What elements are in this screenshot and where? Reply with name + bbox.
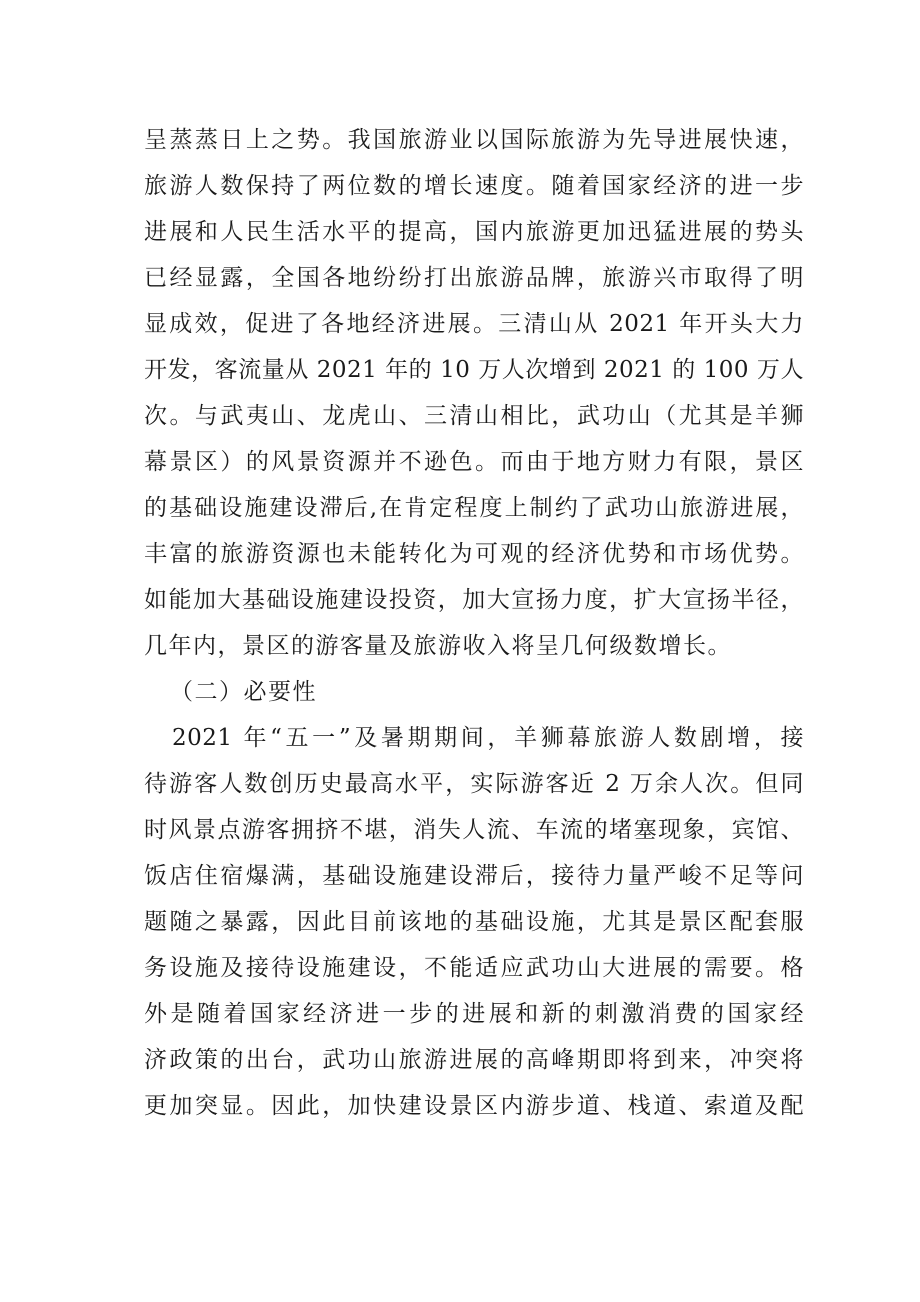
paragraph-1-line-10: 丰富的旅游资源也未能转化为可观的经济优势和市场优势。: [144, 541, 804, 567]
paragraph-1-line-11: 如能加大基础设施建设投资，加大宣扬力度，扩大宣扬半径，: [144, 587, 804, 613]
paragraph-2-line-7: 外是随着国家经济进一步的进展和新的刺激消费的国家经: [144, 1001, 804, 1027]
paragraph-2-line-9: 更加突显。因此，加快建设景区内游步道、栈道、索道及配: [144, 1093, 804, 1119]
paragraph-1-line-5: 显成效，促进了各地经济进展。三清山从 2021 年开头大力: [144, 311, 804, 337]
paragraph-1-line-6: 开发，客流量从 2021 年的 10 万人次增到 2021 的 100 万人: [144, 357, 804, 383]
paragraph-2-line-6: 务设施及接待设施建设，不能适应武功山大进展的需要。格: [144, 955, 804, 981]
paragraph-2-line-8: 济政策的出台，武功山旅游进展的高峰期即将到来，冲突将: [144, 1047, 804, 1073]
paragraph-2-line-1: 2021 年“五一”及暑期期间，羊狮幕旅游人数剧增，接: [172, 725, 804, 751]
paragraph-2-line-3: 时风景点游客拥挤不堪，消失人流、车流的堵塞现象，宾馆、: [144, 817, 804, 843]
paragraph-1-line-1: 呈蒸蒸日上之势。我国旅游业以国际旅游为先导进展快速，: [144, 127, 804, 153]
paragraph-1-line-2: 旅游人数保持了两位数的增长速度。随着国家经济的进一步: [144, 173, 804, 199]
paragraph-2-line-2: 待游客人数创历史最高水平，实际游客近 2 万余人次。但同: [144, 771, 804, 797]
section-heading: （二）必要性: [170, 679, 317, 705]
paragraph-1-line-9: 的基础设施建设滞后,在肯定程度上制约了武功山旅游进展，: [144, 495, 804, 521]
paragraph-1-line-8: 幕景区）的风景资源并不逊色。而由于地方财力有限，景区: [144, 449, 804, 475]
paragraph-2-line-5: 题随之暴露，因此目前该地的基础设施，尤其是景区配套服: [144, 909, 804, 935]
paragraph-1-line-12: 几年内，景区的游客量及旅游收入将呈几何级数增长。: [144, 633, 732, 659]
paragraph-1-line-7: 次。与武夷山、龙虎山、三清山相比，武功山（尤其是羊狮: [144, 403, 804, 429]
paragraph-2-line-4: 饭店住宿爆满，基础设施建设滞后，接待力量严峻不足等问: [144, 863, 804, 889]
paragraph-1-line-4: 已经显露，全国各地纷纷打出旅游品牌，旅游兴市取得了明: [144, 265, 804, 291]
paragraph-1-line-3: 进展和人民生活水平的提高，国内旅游更加迅猛进展的势头: [144, 219, 804, 245]
